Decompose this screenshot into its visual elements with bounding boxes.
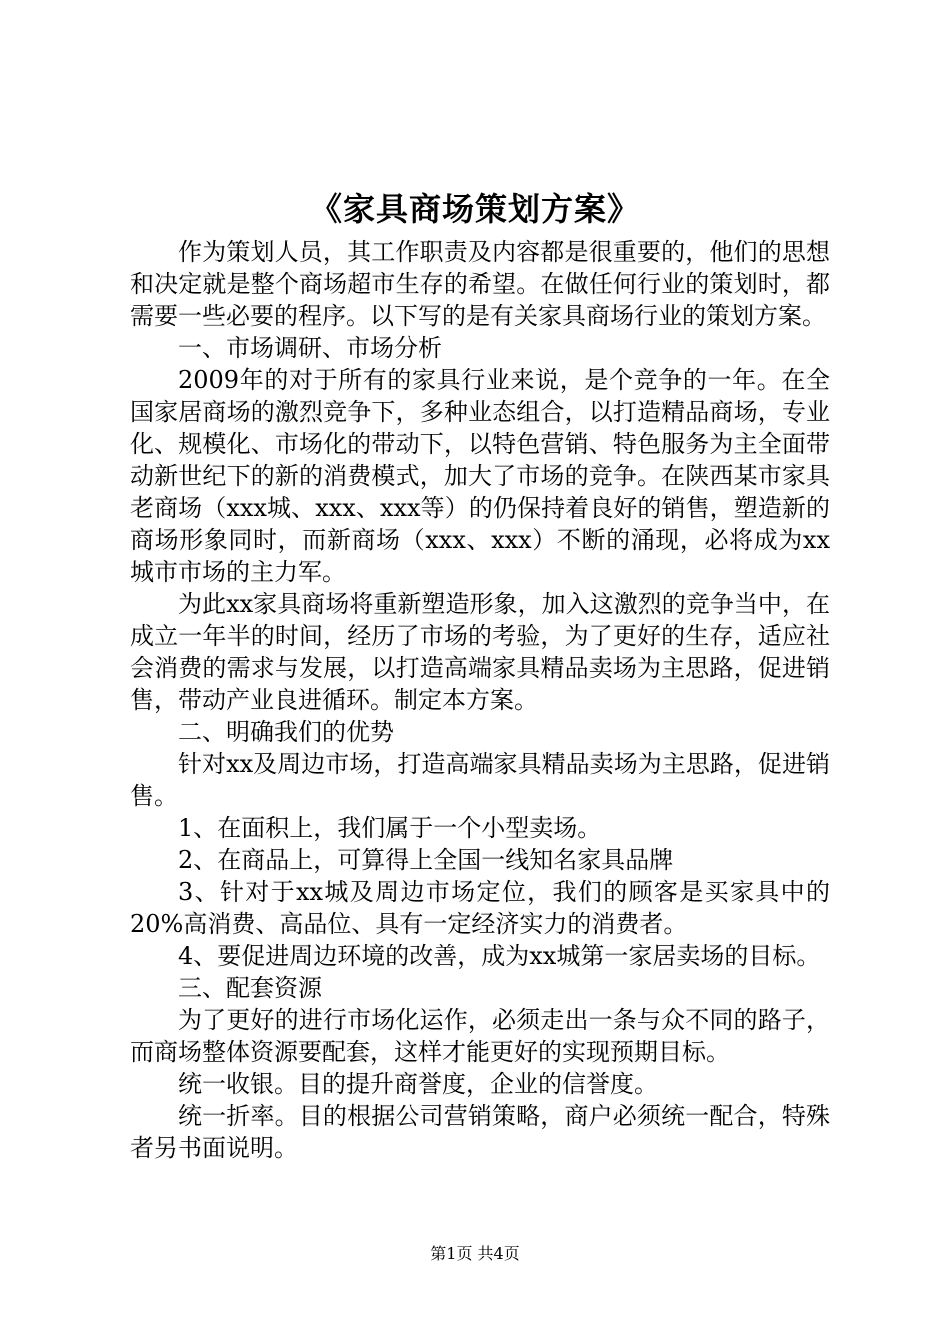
paragraph-reshape-image: 为此xx家具商场将重新塑造形象，加入这激烈的竞争当中，在成立一年半的时间，经历了市场的考验，为了更好的生存，适应社会消费的需求与发展，以打造高端家具精品卖场为主思路，促进销售，带动产业良进循环。制定本方案。 xyxy=(130,590,830,714)
page-total: 共4页 xyxy=(477,1244,520,1263)
paragraph-market-analysis: 2009年的对于所有的家具行业来说，是个竞争的一年。在全国家居商场的激烈竞争下，多种业态组合，以打造精品商场，专业化、规模化、市场化的带动下，以特色营销、特色服务为主全面带动新世纪下的新的消费模式，加大了市场的竞争。在陕西某市家具老商场（xxx城、xxx、xxx等）的仍保持着良好的销售，塑造新的商场形象同时，而新商场（xxx、xxx）不断的涌现，必将成为xx城市市场的主力军。 xyxy=(130,366,830,586)
paragraph-market-operation: 为了更好的进行市场化运作，必须走出一条与众不同的路子，而商场整体资源要配套，这样才能更好的实现预期目标。 xyxy=(130,1006,830,1066)
document-title: 《家具商场策划方案》 xyxy=(309,190,640,228)
section-heading-resources: 三、配套资源 xyxy=(178,974,322,1002)
section-heading-market-research: 一、市场调研、市场分析 xyxy=(178,334,442,362)
list-item-environment: 4、要促进周边环境的改善，成为xx城第一家居卖场的目标。 xyxy=(178,942,821,970)
paragraph-unified-cashier: 统一收银。目的提升商誉度，企业的信誉度。 xyxy=(178,1070,658,1098)
document-body xyxy=(130,236,830,1164)
section-heading-advantages: 二、明确我们的优势 xyxy=(178,718,394,746)
list-item-customers: 3、针对于xx城及周边市场定位，我们的顾客是买家具中的20%高消费、高品位、具有一定经济实力的消费者。 xyxy=(130,878,830,938)
list-item-brands: 2、在商品上，可算得上全国一线知名家具品牌 xyxy=(178,846,674,874)
paragraph-unified-discount: 统一折率。目的根据公司营销策略，商户必须统一配合，特殊者另书面说明。 xyxy=(130,1102,830,1162)
page-number: 第1页 xyxy=(430,1244,473,1263)
paragraph-intro: 作为策划人员，其工作职责及内容都是很重要的，他们的思想和决定就是整个商场超市生存的希望。在做任何行业的策划时，都需要一些必要的程序。以下写的是有关家具商场行业的策划方案。 xyxy=(130,238,830,330)
page-footer xyxy=(0,1242,950,1266)
paragraph-target-market: 针对xx及周边市场，打造高端家具精品卖场为主思路，促进销售。 xyxy=(130,750,830,810)
list-item-area: 1、在面积上，我们属于一个小型卖场。 xyxy=(178,814,602,842)
